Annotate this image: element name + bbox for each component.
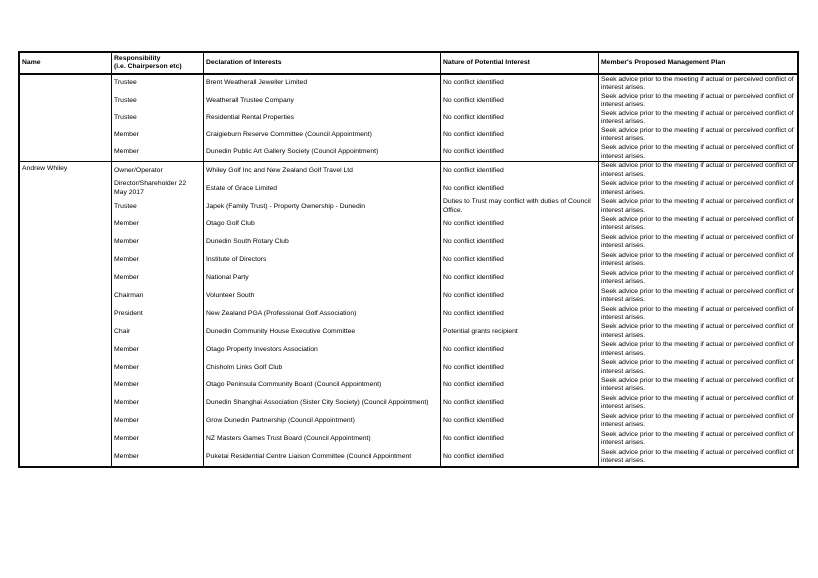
declaration-cell: Whiley Golf Inc and New Zealand Golf Travel Ltd — [203, 162, 440, 180]
member-section-continued — [20, 75, 797, 161]
table-row — [111, 92, 797, 109]
table-row — [111, 75, 797, 92]
responsibility-cell: Trustee — [111, 109, 203, 126]
table-row — [111, 377, 797, 395]
declaration-cell: Brent Weatherall Jeweller Limited — [203, 75, 440, 92]
responsibility-cell: Member — [111, 412, 203, 430]
responsibility-cell: Member — [111, 359, 203, 377]
nature-of-interest-cell: No conflict identified — [440, 127, 598, 144]
nature-of-interest-cell: No conflict identified — [440, 144, 598, 161]
nature-of-interest-cell: No conflict identified — [440, 180, 598, 198]
interests-register-table — [18, 51, 799, 468]
declaration-cell: Dunedin South Rotary Club — [203, 234, 440, 252]
responsibility-cell: Member — [111, 127, 203, 144]
management-plan-cell: Seek advice prior to the meeting if actual or perceived conflict of interest arises. — [598, 430, 797, 448]
declaration-cell: Dunedin Public Art Gallery Society (Council Appointment) — [203, 144, 440, 161]
table-row — [111, 162, 797, 180]
declaration-cell: Craigieburn Reserve Committee (Council Appointment) — [203, 127, 440, 144]
management-plan-cell: Seek advice prior to the meeting if actual or perceived conflict of interest arises. — [598, 377, 797, 395]
column-header-nature: Nature of Potential Interest — [440, 53, 598, 73]
table-row — [111, 180, 797, 198]
declaration-cell: NZ Masters Games Trust Board (Council Appointment) — [203, 430, 440, 448]
nature-of-interest-cell: Potential grants recipient — [440, 323, 598, 341]
table-row — [111, 412, 797, 430]
responsibility-cell: Member — [111, 216, 203, 234]
management-plan-cell: Seek advice prior to the meeting if actual or perceived conflict of interest arises. — [598, 287, 797, 305]
nature-of-interest-cell: Duties to Trust may conflict with duties of Council Office. — [440, 198, 598, 216]
management-plan-cell: Seek advice prior to the meeting if actual or perceived conflict of interest arises. — [598, 198, 797, 216]
table-row — [111, 109, 797, 126]
nature-of-interest-cell: No conflict identified — [440, 269, 598, 287]
responsibility-cell: Member — [111, 251, 203, 269]
management-plan-cell: Seek advice prior to the meeting if actual or perceived conflict of interest arises. — [598, 323, 797, 341]
management-plan-cell: Seek advice prior to the meeting if actual or perceived conflict of interest arises. — [598, 359, 797, 377]
declaration-cell: Weatherall Trustee Company — [203, 92, 440, 109]
declaration-cell: Otago Golf Club — [203, 216, 440, 234]
rows-container — [111, 75, 797, 161]
table-row — [111, 448, 797, 466]
management-plan-cell: Seek advice prior to the meeting if actual or perceived conflict of interest arises. — [598, 127, 797, 144]
nature-of-interest-cell: No conflict identified — [440, 162, 598, 180]
responsibility-cell: Chair — [111, 323, 203, 341]
responsibility-cell: Chairman — [111, 287, 203, 305]
table-row — [111, 323, 797, 341]
nature-of-interest-cell: No conflict identified — [440, 251, 598, 269]
declaration-cell: Japek (Family Trust) - Property Ownership - Dunedin — [203, 198, 440, 216]
table-row — [111, 198, 797, 216]
table-row — [111, 234, 797, 252]
declaration-cell: Dunedin Community House Executive Committee — [203, 323, 440, 341]
responsibility-cell: Member — [111, 341, 203, 359]
table-row — [111, 359, 797, 377]
table-row — [111, 341, 797, 359]
nature-of-interest-cell: No conflict identified — [440, 234, 598, 252]
management-plan-cell: Seek advice prior to the meeting if actual or perceived conflict of interest arises. — [598, 216, 797, 234]
nature-of-interest-cell: No conflict identified — [440, 109, 598, 126]
management-plan-cell: Seek advice prior to the meeting if actual or perceived conflict of interest arises. — [598, 92, 797, 109]
column-header-responsibility-line1: Responsibility — [114, 54, 161, 62]
declaration-cell: Grow Dunedin Partnership (Council Appointment) — [203, 412, 440, 430]
responsibility-cell: Owner/Operator — [111, 162, 203, 180]
declaration-cell: Institute of Directors — [203, 251, 440, 269]
responsibility-cell: Director/Shareholder 22 May 2017 — [111, 180, 203, 198]
declaration-cell: Estate of Grace Limited — [203, 180, 440, 198]
table-row — [111, 144, 797, 161]
management-plan-cell: Seek advice prior to the meeting if actual or perceived conflict of interest arises. — [598, 162, 797, 180]
responsibility-cell: Trustee — [111, 75, 203, 92]
table-row — [111, 127, 797, 144]
management-plan-cell: Seek advice prior to the meeting if actual or perceived conflict of interest arises. — [598, 412, 797, 430]
management-plan-cell: Seek advice prior to the meeting if actual or perceived conflict of interest arises. — [598, 144, 797, 161]
declaration-cell: Volunteer South — [203, 287, 440, 305]
declaration-cell: Chisholm Links Golf Club — [203, 359, 440, 377]
nature-of-interest-cell: No conflict identified — [440, 341, 598, 359]
responsibility-cell: Member — [111, 269, 203, 287]
declaration-cell: National Party — [203, 269, 440, 287]
management-plan-cell: Seek advice prior to the meeting if actual or perceived conflict of interest arises. — [598, 269, 797, 287]
nature-of-interest-cell: No conflict identified — [440, 448, 598, 466]
member-name-cell — [20, 75, 111, 161]
table-row — [111, 395, 797, 413]
table-row — [111, 216, 797, 234]
declaration-cell: New Zealand PGA (Professional Golf Association) — [203, 305, 440, 323]
responsibility-cell: Trustee — [111, 198, 203, 216]
nature-of-interest-cell: No conflict identified — [440, 359, 598, 377]
declaration-cell: Otago Peninsula Community Board (Council Appointment) — [203, 377, 440, 395]
nature-of-interest-cell: No conflict identified — [440, 395, 598, 413]
responsibility-cell: Member — [111, 234, 203, 252]
responsibility-cell: Member — [111, 430, 203, 448]
table-row — [111, 287, 797, 305]
column-header-declaration: Declaration of Interests — [203, 53, 440, 73]
nature-of-interest-cell: No conflict identified — [440, 75, 598, 92]
responsibility-cell: Trustee — [111, 92, 203, 109]
management-plan-cell: Seek advice prior to the meeting if actual or perceived conflict of interest arises. — [598, 448, 797, 466]
column-header-responsibility — [111, 53, 203, 73]
rows-container — [111, 162, 797, 466]
table-row — [111, 430, 797, 448]
nature-of-interest-cell: No conflict identified — [440, 377, 598, 395]
nature-of-interest-cell: No conflict identified — [440, 92, 598, 109]
management-plan-cell: Seek advice prior to the meeting if actual or perceived conflict of interest arises. — [598, 75, 797, 92]
table-row — [111, 305, 797, 323]
management-plan-cell: Seek advice prior to the meeting if actual or perceived conflict of interest arises. — [598, 341, 797, 359]
management-plan-cell: Seek advice prior to the meeting if actual or perceived conflict of interest arises. — [598, 395, 797, 413]
management-plan-cell: Seek advice prior to the meeting if actual or perceived conflict of interest arises. — [598, 234, 797, 252]
nature-of-interest-cell: No conflict identified — [440, 216, 598, 234]
nature-of-interest-cell: No conflict identified — [440, 412, 598, 430]
table-row — [111, 251, 797, 269]
member-section-andrew-whiley — [20, 161, 797, 466]
column-header-management-plan: Member's Proposed Management Plan — [598, 53, 797, 73]
table-row — [111, 269, 797, 287]
nature-of-interest-cell: No conflict identified — [440, 430, 598, 448]
responsibility-cell: Member — [111, 377, 203, 395]
member-name-cell: Andrew Whiley — [22, 164, 68, 172]
responsibility-cell: Member — [111, 448, 203, 466]
management-plan-cell: Seek advice prior to the meeting if actual or perceived conflict of interest arises. — [598, 305, 797, 323]
declaration-cell: Dunedin Shanghai Association (Sister City Society) (Council Appointment) — [203, 395, 440, 413]
management-plan-cell: Seek advice prior to the meeting if actual or perceived conflict of interest arises. — [598, 251, 797, 269]
declaration-cell: Otago Property Investors Association — [203, 341, 440, 359]
column-header-responsibility-line2: (i.e. Chairperson etc) — [114, 63, 182, 70]
column-header-name: Name — [22, 58, 41, 66]
management-plan-cell: Seek advice prior to the meeting if actual or perceived conflict of interest arises. — [598, 109, 797, 126]
responsibility-cell: Member — [111, 144, 203, 161]
management-plan-cell: Seek advice prior to the meeting if actual or perceived conflict of interest arises. — [598, 180, 797, 198]
responsibility-cell: Member — [111, 395, 203, 413]
table-header-row — [20, 53, 797, 75]
nature-of-interest-cell: No conflict identified — [440, 287, 598, 305]
nature-of-interest-cell: No conflict identified — [440, 305, 598, 323]
declaration-cell: Residential Rental Properties — [203, 109, 440, 126]
responsibility-cell: President — [111, 305, 203, 323]
declaration-cell: Puketai Residential Centre Liaison Committee (Council Appointment — [203, 448, 440, 466]
